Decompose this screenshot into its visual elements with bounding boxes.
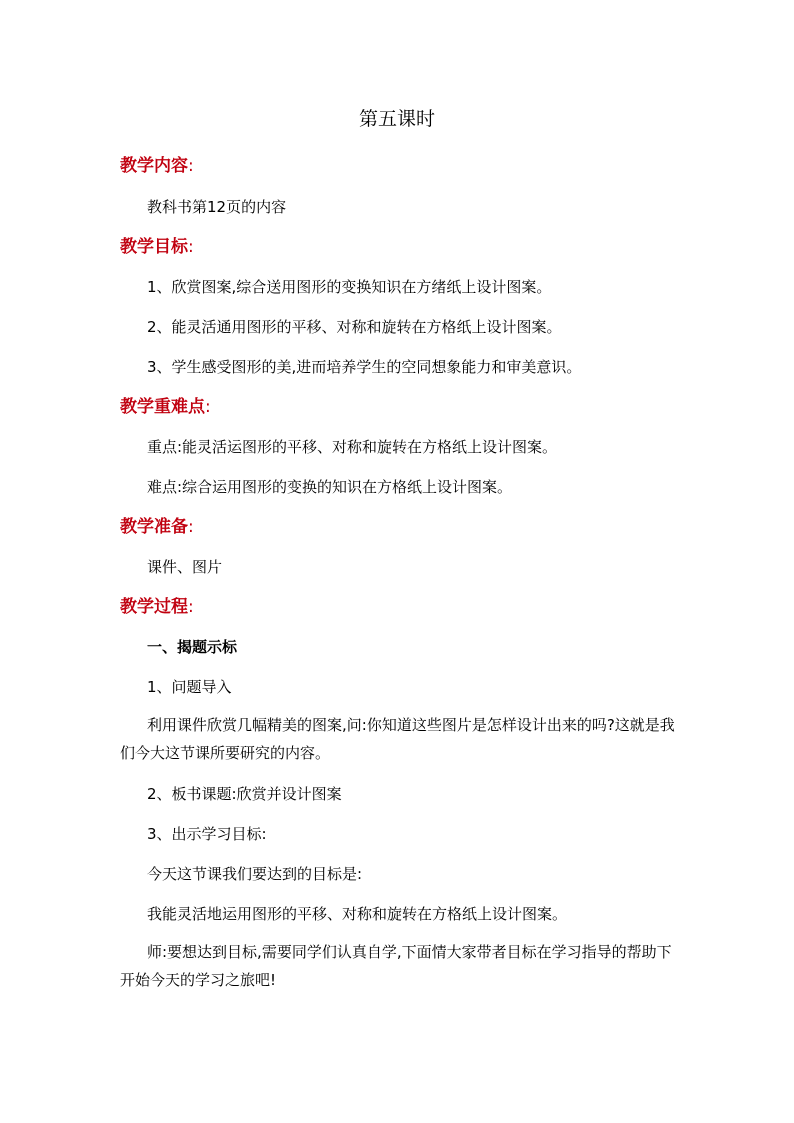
page-title: 第五课时 xyxy=(358,108,435,130)
process-subheading: 一、揭题示标 xyxy=(147,638,238,656)
section-heading-preparation xyxy=(120,514,194,540)
section-heading-key-points xyxy=(120,394,211,420)
process-line-4: 3、出示学习目标: xyxy=(147,825,267,843)
process-line-2: 利用课件欣赏几幅精美的图案,问:你知道这些图片是怎样设计出来的吗?这就是我们今大这节课所要研究的内容。 xyxy=(120,716,675,762)
heading-colon: : xyxy=(188,156,194,176)
heading-text: 教学内容 xyxy=(120,156,188,176)
process-line-3: 2、板书课题:欣赏并设计图案 xyxy=(147,785,342,803)
heading-colon: : xyxy=(205,397,211,417)
objective-line-3: 3、学生感受图形的美,进而培养学生的空同想象能力和审美意识。 xyxy=(147,358,582,376)
heading-text: 教学过程 xyxy=(120,597,188,617)
heading-colon: : xyxy=(188,597,194,617)
section-heading-content xyxy=(120,153,194,179)
section-heading-objectives xyxy=(120,234,194,260)
heading-text: 教学重难点 xyxy=(120,397,205,417)
key-point-line-2: 难点:综合运用图形的变换的知识在方格纸上设计图案。 xyxy=(147,478,513,496)
process-line-1: 1、问题导入 xyxy=(147,678,232,696)
heading-text: 教学目标 xyxy=(120,237,188,257)
objective-line-2: 2、能灵活通用图形的平移、对称和旋转在方格纸上设计图案。 xyxy=(147,318,562,336)
process-line-5: 今天这节课我们要达到的目标是: xyxy=(147,865,363,883)
section-heading-process xyxy=(120,594,194,620)
process-line-6: 我能灵活地运用图形的平移、对称和旋转在方格纸上设计图案。 xyxy=(147,905,568,923)
heading-colon: : xyxy=(188,517,194,537)
heading-colon: : xyxy=(188,237,194,257)
key-point-line-1: 重点:能灵活运图形的平移、对称和旋转在方格纸上设计图案。 xyxy=(147,438,558,456)
process-line-7: 师:要想达到目标,需要同学们认真自学,下面情大家带者目标在学习指导的帮助下开始今天的学习之旅吧! xyxy=(120,943,672,989)
heading-text: 教学准备 xyxy=(120,517,188,537)
content-line-1: 教科书第12页的内容 xyxy=(147,198,287,216)
preparation-line-1: 课件、图片 xyxy=(147,558,223,576)
objective-line-1: 1、欣赏图案,综合送用图形的变换知识在方绪纸上设计图案。 xyxy=(147,278,552,296)
